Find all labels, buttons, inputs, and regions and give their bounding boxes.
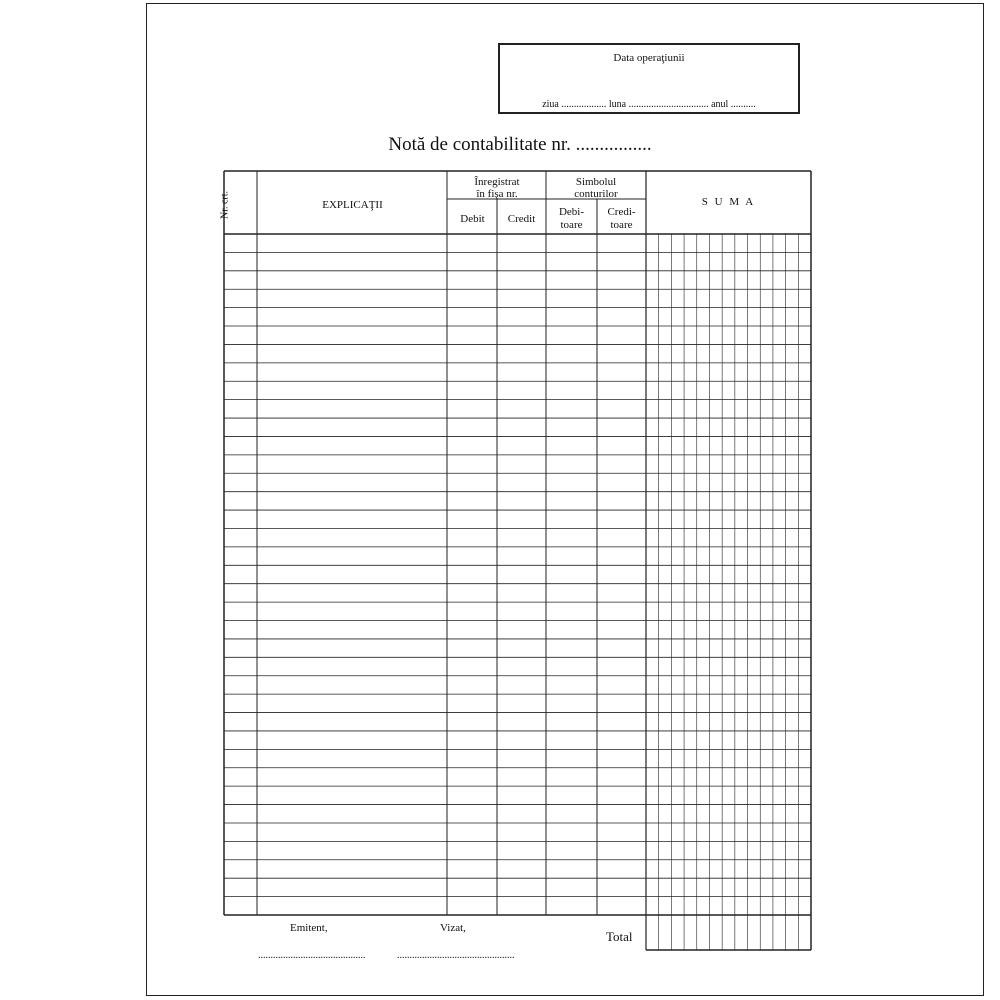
column-header-nr-crt: Nr. crt. [219,190,231,220]
column-header-debitoare-line2: toare [560,219,583,231]
group-header-inregistrat-line2: în fişa nr. [476,188,518,200]
document-title: Notă de contabilitate nr. ................ [388,134,652,155]
vizat-label: Vizat, [440,922,466,934]
column-header-debit: Debit [460,213,485,225]
operation-date-fields: ziua .................. luna ................................ anul .......... [542,99,756,110]
emitent-label: Emitent, [290,922,328,934]
column-header-creditoare-line1: Credi- [607,206,636,218]
group-header-simbolul-line2: conturilor [574,188,618,200]
group-header-inregistrat-line1: Înregistrat [474,176,520,188]
column-header-debitoare-line1: Debi- [558,206,585,218]
column-header-explicatii: EXPLICAŢII [322,199,383,211]
column-header-creditoare-line2: toare [610,219,633,231]
group-header-simbolul-line1: Simbolul [575,176,617,188]
column-header-credit: Credit [507,213,536,225]
vizat-signature-line: ............................................... [397,950,515,961]
emitent-signature-line: ........................................... [258,950,366,961]
column-header-suma: S U M A [701,196,756,208]
operation-date-title: Data operaţiunii [613,52,685,64]
total-label: Total [606,929,633,944]
